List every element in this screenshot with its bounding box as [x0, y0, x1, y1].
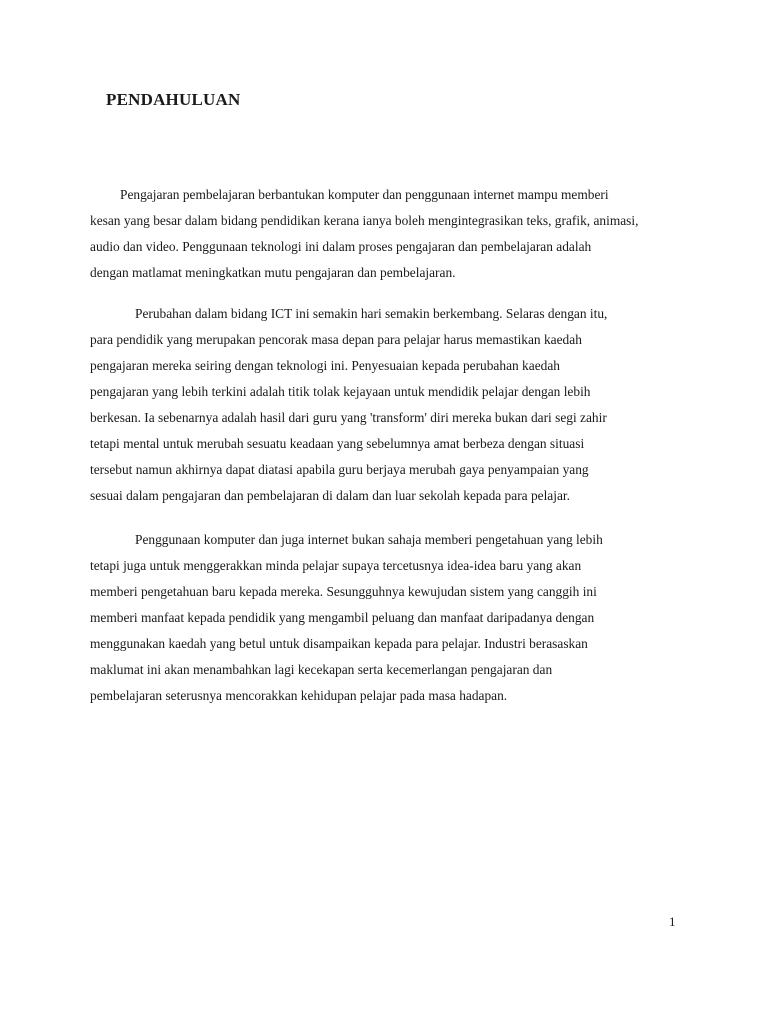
paragraph-1	[90, 182, 680, 286]
paragraph-line: para pendidik yang merupakan pencorak masa depan para pelajar harus memastikan kaedah	[90, 332, 582, 347]
page-number: 1	[669, 914, 676, 929]
paragraph-line: menggunakan kaedah yang betul untuk disampaikan kepada para pelajar. Industri berasaskan	[90, 636, 588, 651]
paragraph-line: sesuai dalam pengajaran dan pembelajaran di dalam dan luar sekolah kepada para pelajar.	[90, 488, 570, 503]
paragraph-line: kesan yang besar dalam bidang pendidikan kerana ianya boleh mengintegrasikan teks, grafik, animasi,	[90, 213, 639, 228]
paragraph-line: pengajaran yang lebih terkini adalah titik tolak kejayaan untuk mendidik pelajar dengan lebih	[90, 384, 591, 399]
paragraph-line: Perubahan dalam bidang ICT ini semakin hari semakin berkembang. Selaras dengan itu,	[135, 306, 608, 321]
paragraph-line: tetapi juga untuk menggerakkan minda pelajar supaya tercetusnya idea-idea baru yang akan	[90, 558, 582, 573]
page-title: PENDAHULUAN	[106, 90, 241, 109]
paragraph-line: audio dan video. Penggunaan teknologi ini dalam proses pengajaran dan pembelajaran adalah	[90, 239, 592, 254]
paragraph-line: maklumat ini akan menambahkan lagi kecekapan serta kecemerlangan pengajaran dan	[90, 662, 553, 677]
paragraph-line: pembelajaran seterusnya mencorakkan kehidupan pelajar pada masa hadapan.	[90, 688, 508, 703]
paragraph-line: berkesan. Ia sebenarnya adalah hasil dari guru yang 'transform' diri mereka bukan dari segi zahir	[90, 410, 607, 425]
paragraph-line: Pengajaran pembelajaran berbantukan komputer dan penggunaan internet mampu memberi	[120, 187, 609, 202]
paragraph-line: Penggunaan komputer dan juga internet bukan sahaja memberi pengetahuan yang lebih	[135, 532, 603, 547]
paragraph-line: pengajaran mereka seiring dengan teknologi ini. Penyesuaian kepada perubahan kaedah	[90, 358, 560, 373]
paragraph-line: tetapi mental untuk merubah sesuatu keadaan yang sebelumnya amat berbeza dengan situasi	[90, 436, 585, 451]
paragraph-line: tersebut namun akhirnya dapat diatasi apabila guru berjaya merubah gaya penyampaian yang	[90, 462, 589, 477]
paragraph-2	[90, 301, 680, 509]
paragraph-line: dengan matlamat meningkatkan mutu pengajaran dan pembelajaran.	[90, 265, 456, 280]
paragraph-3	[90, 527, 680, 709]
paragraph-line: memberi pengetahuan baru kepada mereka. Sesungguhnya kewujudan sistem yang canggih ini	[90, 584, 597, 599]
paragraph-line: memberi manfaat kepada pendidik yang mengambil peluang dan manfaat daripadanya dengan	[90, 610, 595, 625]
